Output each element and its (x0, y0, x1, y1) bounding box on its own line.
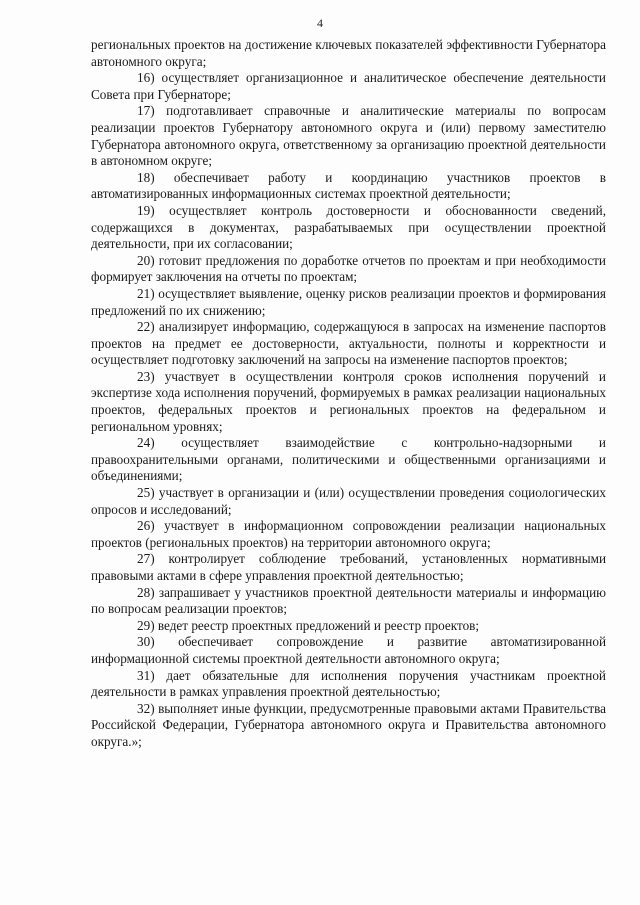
paragraph-item-19: 19) осуществляет контроль достоверности и обоснованности сведений, содержащихся в документах, разрабатываемых при осуществлении проектной деятельности, при их согласовании; (91, 202, 606, 252)
paragraph-continuation: региональных проектов на достижение ключевых показателей эффективности Губернатора автономного округа; (91, 37, 606, 69)
paragraph-item-21: 21) осуществляет выявление, оценку рисков реализации проектов и формирования предложений по их снижению; (91, 285, 606, 318)
paragraph-item-29: 29) ведет реестр проектных предложений и реестр проектов; (137, 617, 480, 633)
paragraph-item-18: 18) обеспечивает работу и координацию участников проектов в автоматизированных информационных системах проектной деятельности; (91, 169, 606, 202)
document-body (91, 37, 606, 751)
paragraph-item-28: 28) запрашивает у участников проектной деятельности материалы и информацию по вопросам реализации проектов; (91, 584, 606, 617)
paragraph-item-30: 30) обеспечивает сопровождение и развитие автоматизированной информационной системы проектной деятельности автономного округа; (91, 634, 606, 666)
paragraph-item-16: 16) осуществляет организационное и аналитическое обеспечение деятельности Совета при Губернаторе; (91, 70, 606, 102)
paragraph-item-27: 27) контролирует соблюдение требований, установленных нормативными правовыми актами в сфере управления проектной деятельностью; (91, 551, 606, 583)
paragraph-item-24: 24) осуществляет взаимодействие с контрольно-надзорными и правоохранительными органами, политическими и общественными организациями и объединениями; (91, 435, 606, 484)
paragraph-item-32: 32) выполняет иные функции, предусмотренные правовыми актами Правительства Российской Федерации, Губернатора автономного округа и Правительства автономного округа.»; (91, 700, 606, 749)
paragraph-item-23: 23) участвует в осуществлении контроля сроков исполнения поручений и экспертизе хода исполнения поручений, формируемых в рамках реализации национальных проектов, федеральных проектов и региональных проектов на федеральном и региональном уровнях; (91, 368, 606, 434)
paragraph-item-25: 25) участвует в организации и (или) осуществлении проведения социологических опросов и исследований; (91, 485, 606, 517)
paragraph-item-31: 31) дает обязательные для исполнения поручения участникам проектной деятельности в рамках управления проектной деятельностью; (91, 667, 606, 700)
page-number: 4 (317, 16, 323, 30)
paragraph-item-22: 22) анализирует информацию, содержащуюся в запросах на изменение паспортов проектов на предмет ее достоверности, актуальности, полноты и корректности и осуществляет подготовку заключений на запросы на изменение паспортов проектов; (91, 319, 606, 368)
paragraph-item-20: 20) готовит предложения по доработке отчетов по проектам и при необходимости формирует заключения на отчеты по проектам; (91, 252, 606, 285)
paragraph-item-26: 26) участвует в информационном сопровождении реализации национальных проектов (региональных проектов) на территории автономного округа; (91, 518, 606, 550)
paragraph-item-17: 17) подготавливает справочные и аналитические материалы по вопросам реализации проектов Губернатору автономного округа и (или) первому заместителю Губернатора автономного округа, ответственному за организацию проектной деятельности в автономном округе; (91, 103, 606, 169)
